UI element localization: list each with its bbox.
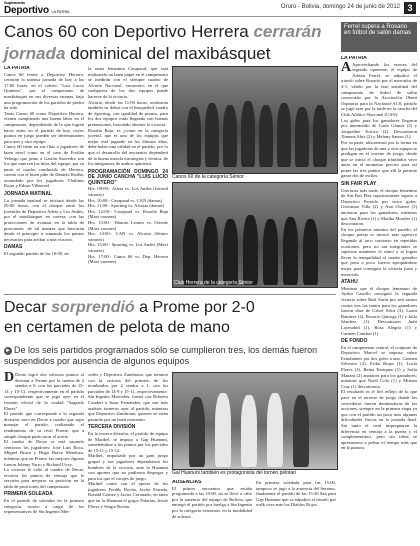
story2-paragraph: En primera soledada para las 15:00, tampoco se jugó a la ausencia del Serrano, finalmente el partido de las 15:30 San para Gap Huanuni que se adjudicó el triunfo por walk over ante los Diablos Rojos. [256,480,336,508]
story2-title-pre: Decar [4,299,52,316]
story2-column-1: D Decar logró dos valiosos puntos al derrotar a Prome por la cuenta de 2 sendos a 0, con los parciales de 15-14 y 15-13, respectivamente en el partido correspondiente que se jugó ayer en el frontón oficial de la ciudad "Sagrado Flores". El partido que corresponde a la segunda división, tuvo en Decar a cuadro que supo manejar el partido, realizando el rendimiento de su rival Prome, que a simple choque pudo sacar el aceite. El cuadro de Decar se está sacando centroros los jugadores: José Luis Roca, Miguel Bravo y Hugo Bravo Mendoza, mientras que en Prome, las mejores figuras fueron Johnny Yarro y Richard Uvay. La victoria le valió al cuadro de Decar, recortar las puntos de ventaja que le servirán para mejorar su posición en la tabla de posiciones del campeonato. PRIMERA SOLEADA En el partido de soleados en la primera categoría, estuvo a cargo de los representativos de Sin Ingenio Mer- [4,372,84,515]
story2-paragraph: En el partido de soleados en la primera categoría, estuvo a cargo de los representativos de Sin Ingenio Mer- [4,498,84,515]
story1-paragraph: Canos 60 frente a Deportivo Herrera, cerrarán la intensa jornada de hoy a las 17:00 horas, en el coliseo "Luis Lucio Quintero", por el campeonato de maxibásquet en sus diversas ratonas, bajo una programación de los partidos de piedra ha sido. [4,71,84,111]
story1-title2-post: dominical del maxibásquet [65,44,271,63]
bullet-icon: ► [5,347,11,354]
side-paragraph: Por su parte, ubicaremos por la forma en que las jugadoras de una y otro equipo se predigan en el terreno de juego, desde que se inicia el choque triunfador vayo antes en el momento preciso para así poner las tres puntos que allí la permite ganar dos de estilos. [341,139,417,179]
logo-top: Suplemento [4,0,25,5]
story2-headline-line1 [4,299,255,317]
side-paragraph: Los goles para los ganadores llegaron por intermedio de Carla Gómez (2) y Jacqueline Torrico (2). Descontaron Ximena Abiz (2) y Melany Santos (1). [341,117,417,140]
side-paragraph: En los primeros minutos del partido, el choque parejo se mostró más agresivo llegando al arco contrario en repetidas ocasiones, pero no tan integrantes se supieron mantener el ritmo y al lograr llevar la tranquilidad al cuadro ganador que posa a poco fueron apropiándose mejor para conseguir la victoria justa y merecida. [341,226,417,277]
story1-headline-line1 [4,22,322,42]
story2-title-post: a Prome por 2-0 [134,299,255,316]
story2-column-4 [256,480,336,542]
side-subhead: ATAHU [341,279,358,286]
team-photo-canos60 [172,66,338,174]
story1-paragraph: Rosalía Baja, es ¿como en la categoría juvenil, que es uno de los equipos que mejor está jugando en los últimos años, debe haber una calidad en el partido, por lo que el desarrollo del encuentro dependerá de la buena mezcla estrategias y técnica, de los integrantes de ambos quintetos. [88,127,168,167]
logo-sub: LA PATRIA [51,9,70,14]
side-paragraph: El resultado es el fiel reflejo de lo que pasó en el terreno de juego donde las vencedoras fueron dominadoras de las acciones, siempre en la primera etapa ya que con el partido un poco más algunas dificultades físicas en la jornada final. Sin tanto el rival impregnaron la diferencia en ventaja a la puerta y el complementario, pero sin ideas se apresuraron a pelear el tiempo más que en la pintura. [341,389,417,451]
story1-subhead: JORNADA MATINAL [4,191,53,198]
side-subhead: DE FONDO [341,338,368,345]
story2-subhead: TERCERA DIVISIÓN [88,424,136,431]
story2-paragraph: Sin Ingenio Mercedes, formó con Roberto Condori e Isaac Fernández, que son más asiduos torneros ayer al partido, mientras que Deportivo Zambrana, quienes se están pasando por un buen momento. [88,394,168,422]
story2-kicker-text: De los seis partidos programados sólo se cumplieron tres, los demás fueron suspendidos por ausencia de algunos equipos [4,345,318,366]
story1-subhead: PROGRAMACIÓN DOMINGO 24 DE JUNIO CANCHA "LUIS LUCIO QUINTERO" [88,168,168,186]
story2-subhead: PRIMERA SOLEADA [4,491,53,498]
team-photo-herrera [172,182,338,288]
story2-paragraph: El primer encuentro que estaba programado a las 10:00, no se llevó a cabo por la ausencia del equipo de Bolivia, que entregó el partido por huelga a Sin Ingenio por la categoría veteranos, en la modalidad de soleara. [172,485,252,519]
page-header [0,0,420,17]
story1-paragraph: La jornada matinal se iniciará desde las 09:00 horas, con el choque entre los juveniles de Deportivo Atleta y Los Andes, por el maxibásquet en cartera, con las protecciones de avanzar en la tabla de posiciones, de tal manera que buscarán desde el principio ir sumando los puntos necesarios para arribar a una victoria. [4,197,84,242]
story1-subhead: DAMAS [4,244,23,251]
team-photo-gal-huanuni [172,372,338,470]
photo-caption: Canos 60 de la categoría Sénior [172,174,244,180]
side-paragraph: Aprovechando los errores del segundo oponente, el equipo de Adrián Ferrel, se adjudicó el triunfo sobre Rosario por el marcador de 4-1, válido por la fase semifinal del campeonato de fútbol de salón convocado por la Asociación Oberá Ospitoria para la Nacional-ACS, partido se jugó ayer por la tarde en la cancha del Club Atlético Nacional (CAN). [341,61,417,117]
photo-caption: Gal Huanuni también es protagonista del torneo pelotari [172,470,296,476]
story1-paragraph: Tanto Canos 60 como Deportivo Herrera, vienen cumpliendo una buena labor en el campeonato, dependiendo de lo que logren hacer antes en el partido de hoy, cuyos puntos en juego pueden ser determinantes para uno y otro equipo. [4,110,84,144]
story2-paragraph: Maribel, impulsado por un gran juego grupal y sus jugadores dependieron los hombres de la victoria, ante la Huanuni con aportes que no pudieron despegar y para los que el corajes de juego. [88,453,168,481]
side-paragraph: Mientras que el choque femenino de Ayahu Castillo consiguió la segunda victoria sobre Real Surür por seis tantos contra tres los tantos para los ganadores fueron obra de Grisel Silva (3), Laura Ramírez (2), Rosario Quiroga (1) y Julia Sánchez (1). Descontaron Judit Laymahid (1), Rosa Alegría (1) y Carmen Condori (1). [341,285,417,336]
story2-paragraph: Maribel contó con el aporte de los jugadores Freddy Rocha, Javier Estrada, Ronald Gómez y Javier Coronado, en tanto que en la Huanuni el grupo Palarias, Jessie Flores y Sergio Rocha. [88,481,168,509]
page-number: 3 [404,2,416,14]
dateline: Oruro - Bolivia, domingo 24 de junio de 2012 [280,4,400,10]
story1-column-1 [4,66,84,298]
story2-paragraph: cedes y Deportivo Zambrana, que terminó con la victoria del primero de los nombrados por 2 sendos a 1, con los parciales de 14-9 y 15-11, respectivamente. [88,372,168,394]
story1-title-emphasis: cerrarán [253,22,322,41]
photo-caption: Club Herrera de la categoría Sénior [174,280,253,286]
story2-title-emphasis: sorprendió [51,299,135,316]
story2-column-3 [172,480,252,542]
side-headline-box [341,22,417,52]
story1-title-pre: Canos 60 con Deportivo Herrera [4,22,254,41]
story1-paragraph: la rama femenina Casapaud, que está realizando un buen papel en el campeonato se medirán con el siempre cuadro de Alcasio Nacional, encuentro, en el que cualquiera de los dos equipos puede hacerse de la victoria. [88,66,168,99]
schedule-list: Hrs. 09:00.- Atleta vs. Los Andes (Juvenil varones) Hrs. 10:00.- Casapaud vs. CAN (damas) Hrs. 11:00.- Sporting vs. Alcasio (damas) Hrs. 12:00.- Casapaud vs. Rosalía Baja (Maxi varones) Hrs. 13:00.- Tiburón Leones vs. Oriente (Maxi varones) Hrs. 14:00.- CAN vs. Alcasio (Sénior varones) Hrs. 15:00.- Sporting vs. Los Andes (Maxi varones) Hrs. 17:00.- Canos 60 vs. Dep. Herrera (Maxi varones) [88,186,168,265]
story1-paragraph: Alcasio, desde las 11:00 horas, realizarán también su debut con el basquetbol cuadro de Sporting, con igualdad de puntos, para los dos equipos estás llegando con buenas pretensiones, buscando obtener la victoria. [88,99,168,127]
side-headline: Ferrel supera a Rosario en fútbol de salón damas [344,24,412,36]
story2-paragraph: Decar logró dos valiosos puntos al derrotar a Prome por la cuenta de 2 sendos a 0, con los parciales de 15-14 y 15-13, respectivamente en el partido correspondiente que se jugó ayer en el frontón oficial de la ciudad "Sagrado Flores". [4,372,84,411]
story2-paragraph: El cuadro de Decar se está sacando centroros los jugadores: José Luis Roca, Miguel Bravo y Hugo Bravo Mendoza, mientras que en Prome, las mejores figuras fueron Johnny Yarro y Richard Uvay. [4,439,84,467]
section-logo [4,1,69,16]
side-byline: LA PATRIA [341,56,367,61]
story2-paragraph: En la tercera división, el partido de equipo de Maribel, se impuso a Gap Huanuni, sometiéndose a los puntos por los parciales de 15-11 y 15-12. [88,430,168,453]
story2-column-2 [88,372,168,542]
story1-byline: LA PATRIA [4,66,30,71]
story1-paragraph: El segundo partido de las 10:00, en [4,251,69,256]
story1-column-2 [88,66,168,298]
story2-headline-line2: en certamen de pelota de mano [4,319,230,336]
side-paragraph: En el campeonato central, el conjunto de Deportivo Marcel se impuso sobre Estudiantes por dos goles a uno. Carmen Silvestre (2), Erika Rojas (1), Lucía Flores (1), Reina Enriquez (1) y Sofía Manani (2) anotaron para los ganadores; mientras que Noelí Colo (1) y Miriam Cruz (1) descontaron. [341,344,417,389]
side-article: LA PATRIA A Aprovechando los errores del segundo oponente, el equipo de Adrián Ferrel, se adjudicó el triunfo sobre Rosario por el marcador de 4-1, válido por la fase semifinal del campeonato de fútbol de salón convocado por la Asociación Oberá Ospitoria para la Nacional-ACS, partido se jugó ayer por la tarde en la cancha del Club Atlético Nacional (CAN). Los goles para los ganadores llegaron por intermedio de Carla Gómez (2) y Jacqueline Torrico (2). Descontaron Ximena Abiz (2) y Melany Santos (1). Por su parte, ubicaremos por la forma en que las jugadoras de una y otro equipo se predigan en el terreno de juego, desde que se inicia el choque triunfador vayo antes en el momento preciso para así poner las tres puntos que allí la permite ganar dos de estilos. SIN FAIR PLAY Una hora más tarde, el choque femenino de Sin Fair Play superiormente supero a Deportivo Ferrada por cinco goles. Giovanna Villa (2) y Ana Chavez (1) anotaron para los ganadores; mientras que Ana Rivera (1) y Martha Morales (1) descontaron. En los primeros minutos del partido, el choque parejo se mostró más agresivo llegando al arco contrario en repetidas ocasiones, pero no tan integrantes se supieron mantener el ritmo y al lograr llevar la tranquilidad al cuadro ganador que posa a poco fueron apropiándose mejor para conseguir la victoria justa y merecida. ATAHU Mientras que el choque femenino de Ayahu Castillo consiguió la segunda victoria sobre Real Surür por seis tantos contra tres los tantos para los ganadores fueron obra de Grisel Silva (3), Laura Ramírez (2), Rosario Quiroga (1) y Julia Sánchez (1). Descontaron Judit Laymahid (1), Rosa Alegría (1) y Carmen Condori (1). DE FONDO En el campeonato central, el conjunto de Deportivo Marcel se impuso sobre Estudiantes por dos goles a uno. Carmen Silvestre (2), Erika Rojas (1), Lucía Flores (1), Reina Enriquez (1) y Sofía Manani (2) anotaron para los ganadores; mientras que Noelí Colo (1) y Miriam Cruz (1) descontaron. El resultado es el fiel reflejo de lo que pasó en el terreno de juego donde las vencedoras fueron dominadoras de las acciones, siempre en la primera etapa ya que con el partido un poco más algunas dificultades físicas en la jornada final. Sin tanto el rival impregnaron la diferencia en ventaja a la puerta y el complementario, pero sin ideas se apresuraron a pelear el tiempo más que en la pintura. [341,56,417,451]
story1-headline-line2 [4,44,270,64]
story1-paragraph: Canos 60 tiene en sus filas a jugadores de buen nivel como en el caso de Froilán Velasgo que junto a Gastón Saavedra son los que mueven los hilos del equipo, por su parte el cuadro conducido de Herrera, cuenta con el buen pibe de Daniela Rodha, secundado por los jugadores Vladimir Rojas y Edson Villarroel. [4,144,84,189]
section-divider [4,294,336,295]
side-subhead: SIN FAIR PLAY [341,181,377,188]
story2-paragraph: El partido que corresponde a la segunda división, tuvo en Decar a cuadro que supo manejar el partido, realizando el rendimiento de su rival Prome, que a simple choque pudo sacar el aceite. [4,411,84,439]
story2-paragraph: La victoria le valió al cuadro de Decar, recortar las puntos de ventaja que le servirán para mejorar su posición en la tabla de posiciones del campeonato. [4,467,84,489]
story2-subhead: AUSENCIAS [172,480,202,485]
story2-kicker [4,345,334,367]
logo-main: Deportivo [4,5,49,16]
side-paragraph: Una hora más tarde, el choque femenino de Sin Fair Play superiormente supero a Deportivo Ferrada por cinco goles. Giovanna Villa (2) y Ana Chavez (1) anotaron para los ganadores; mientras que Ana Rivera (1) y Martha Morales (1) descontaron. [341,187,417,227]
story1-title2-emphasis: jornada [4,44,66,63]
